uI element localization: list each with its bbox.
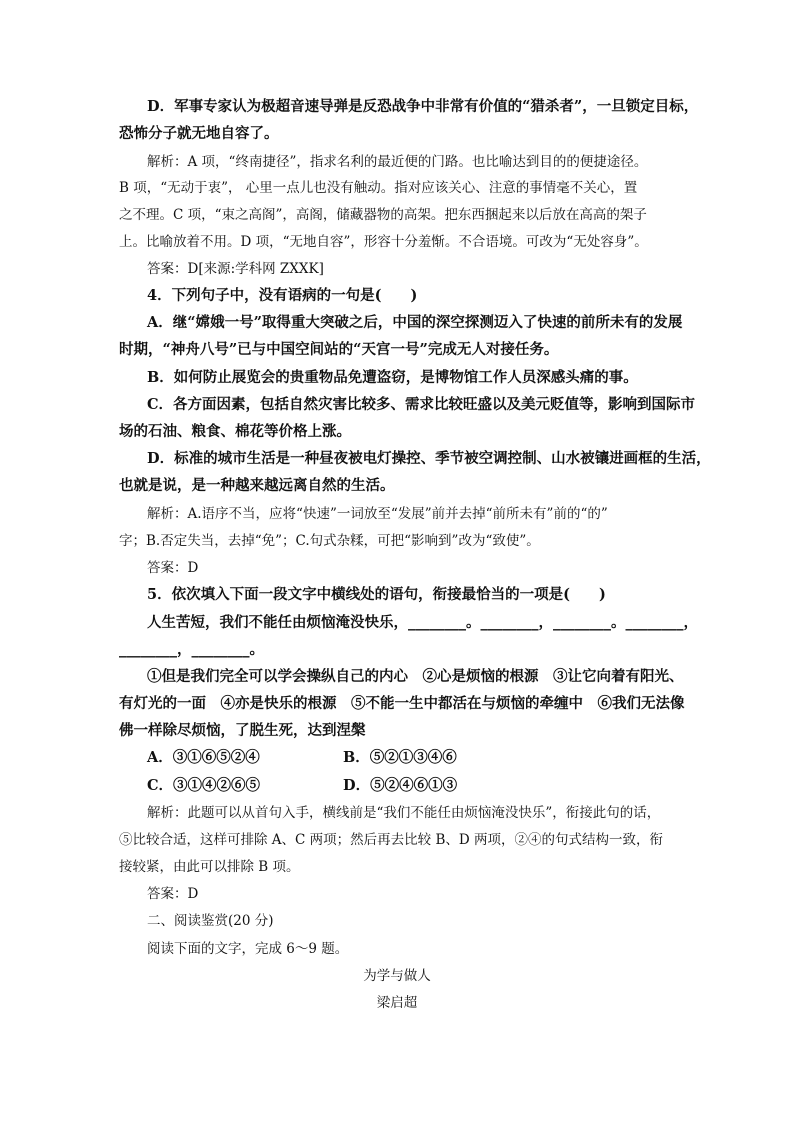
explanation-line-3: 之不理。C 项，“束之高阁”，高阁，储藏器物的高架。把东西捆起来以后放在高高的架子 — [119, 207, 647, 223]
q5-passage-line-2: ________，________。 — [119, 641, 264, 658]
explanation-line-4: 上。比喻放着不用。D 项，“无地自容”，形容十分羞惭。不合语境。可改为“无处容身”。 — [119, 234, 648, 250]
q5-answer: 答案：D — [147, 886, 199, 902]
q5-option-d: D．⑤②④⑥①③ — [343, 777, 458, 794]
q4-option-c-line-2: 场的石油、粮食、棉花等价格上涨。 — [119, 423, 351, 440]
option-d-line-2: 恐怖分子就无地自容了。 — [119, 125, 279, 142]
q5-option-c: C．③①④②⑥⑤ — [147, 777, 261, 794]
q5-option-a: A．③①⑥⑤②④ — [147, 749, 260, 766]
q4-option-d-line-2: 也就是说，是一种越来越远离自然的生活。 — [119, 477, 395, 494]
article-author: 梁启超 — [376, 995, 418, 1011]
q4-option-a-line-2: 时期，“神舟八号”已与中国空间站的“天宫一号”完成无人对接任务。 — [119, 341, 559, 358]
q5-items-line-3: 佛一样除尽烦恼，了脱生死，达到涅槃 — [119, 722, 366, 739]
option-d-line-1: D．军事专家认为极超音速导弹是反恐战争中非常有价值的“猎杀者”，一旦锁定目标， — [147, 98, 699, 115]
q5-passage-line-1: 人生苦短，我们不能任由烦恼淹没快乐，________。________，________。________， — [147, 614, 698, 631]
q4-option-b: B．如何防止展览会的贵重物品免遭盗窃，是博物馆工作人员深感头痛的事。 — [147, 369, 638, 386]
section-heading: 二、阅读鉴赏(20 分) — [147, 913, 274, 929]
answer-line: 答案：D[来源:学科网 ZXXK] — [147, 261, 324, 277]
question-5-stem: 5．依次填入下面一段文字中横线处的语句，衔接最恰当的一项是( ) — [147, 586, 606, 603]
q5-items-line-2: 有灯光的一面 ④亦是快乐的根源 ⑤不能一生中都活在与烦恼的牵缠中 ⑥我们无法像 — [119, 695, 685, 712]
explanation-line-2: B 项，“无动于衷”， 心里一点儿也没有触动。指对应该关心、注意的事情毫不关心，置 — [119, 180, 638, 196]
q5-explanation-line-1: 解析：此题可以从首句入手，横线前是“我们不能任由烦恼淹没快乐”，衔接此句的话， — [147, 805, 661, 821]
explanation-line-1: 解析：A 项，“终南捷径”，指求名利的最近便的门路。也比喻达到目的的便捷途径。 — [147, 154, 648, 170]
q4-explanation-line-1: 解析：A.语序不当，应将“快速”一词放至“发展”前并去掉“前所未有”前的“的” — [147, 506, 608, 522]
q4-answer: 答案：D — [147, 560, 199, 576]
reading-instruction: 阅读下面的文字，完成 6～9 题。 — [147, 941, 349, 957]
q4-option-a-line-1: A．继“嫦娥一号”取得重大突破之后，中国的深空探测迈入了快速的前所未有的发展 — [147, 314, 683, 331]
q4-explanation-line-2: 字；B.否定失当，去掉“免”；C.句式杂糅，可把“影响到”改为“致使”。 — [119, 533, 540, 549]
q5-items-line-1: ①但是我们完全可以学会操纵自己的内心 ②心是烦恼的根源 ③让它向着有阳光、 — [147, 668, 684, 685]
q5-explanation-line-3: 接较紧，由此可以排除 B 项。 — [119, 859, 300, 875]
question-4-stem: 4．下列句子中，没有语病的一句是( ) — [147, 287, 418, 304]
q4-option-c-line-1: C．各方面因素，包括自然灾害比较多、需求比较旺盛以及美元贬值等，影响到国际市 — [147, 396, 696, 413]
q5-explanation-line-2: ⑤比较合适，这样可排除 A、C 两项；然后再去比较 B、D 两项，②④的句式结构一致，衔 — [119, 832, 663, 848]
article-title: 为学与做人 — [363, 968, 431, 984]
q5-option-b: B．⑤②①③④⑥ — [343, 749, 457, 766]
q4-option-d-line-1: D．标准的城市生活是一种昼夜被电灯操控、季节被空调控制、山水被镶进画框的生活， — [147, 450, 711, 467]
